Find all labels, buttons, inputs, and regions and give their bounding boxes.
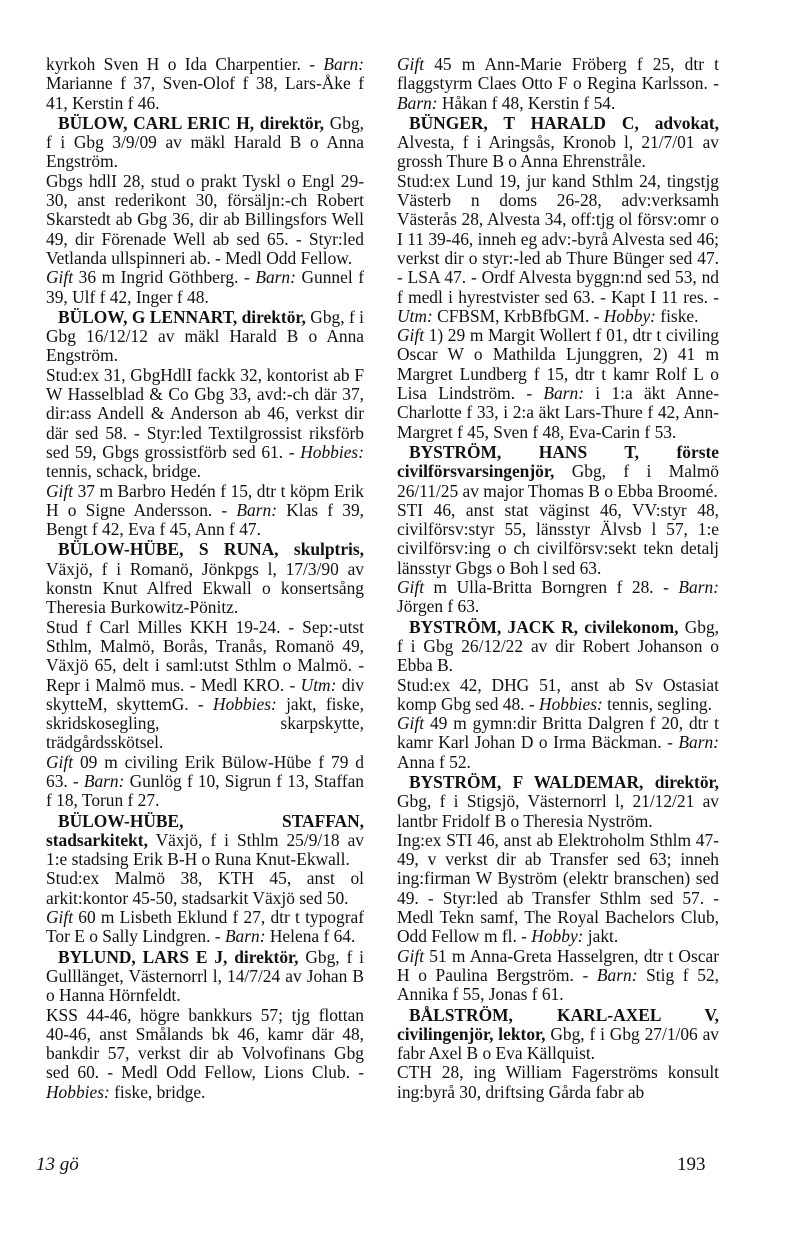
entry-label: Gift — [46, 751, 74, 772]
entry-text: Helena f 64. — [265, 926, 356, 947]
entry-text: Växjö, f i Romanö, Jönkpgs l, 17/3/90 av konstn Knut Alfred Ekwall o konsertsång Theresia Burkowitz-Pönitz. — [46, 558, 364, 618]
biography-entry-paragraph — [46, 908, 364, 947]
entry-name: BÜLOW, G LENNART, direktör, — [58, 306, 306, 327]
entry-text: Gbgs hdlI 28, stud o prakt Tyskl o Engl 29-30, anst rederikont 30, försäljn:-ch Robert Skarstedt ab Gbg 36, dir ab Billingsfors Well 49, dir Förenade Well ab sed 65. - Styr:led Vetlanda ullspinneri ab. - Medl Odd Fellow. — [46, 170, 364, 268]
biography-entry-heading — [46, 540, 364, 617]
entry-text: CTH 28, ing William Fagerströms konsult ing:byrå 30, driftsing Gårda fabr ab — [397, 1062, 719, 1102]
entry-label: Gift — [46, 907, 74, 928]
biography-entry-paragraph — [46, 172, 364, 268]
entry-text: Gbg, f i Gbg 3/9/09 av mäkl Harald B o Anna Engström. — [46, 112, 364, 172]
entry-text: fiske. — [655, 305, 699, 326]
entry-text: Klas f 39, Bengt f 42, Eva f 45, Ann f 47. — [46, 499, 364, 540]
biography-entry-paragraph — [46, 55, 364, 113]
entry-text: kyrkoh Sven H o Ida Charpentier. - — [46, 54, 324, 74]
entry-label: Gift — [397, 945, 425, 966]
entry-text: Stig f 52, Annika f 55, Jonas f 61. — [397, 964, 719, 1005]
entry-name: BYSTRÖM, F WALDEMAR, direktör, — [409, 771, 719, 792]
entry-label: Gift — [397, 325, 425, 346]
entry-text: fiske, bridge. — [109, 1081, 206, 1102]
biography-entry-paragraph — [46, 1006, 364, 1102]
entry-text: 51 m Anna-Greta Hasselgren, dtr t Oscar H o Paulina Bergström. - — [397, 945, 719, 985]
biography-entry-paragraph — [397, 676, 719, 715]
entry-label: Barn: — [224, 926, 266, 947]
entry-text: Stud:ex 42, DHG 51, anst ab Sv Ostasiat komp Gbg sed 48. - — [397, 674, 719, 714]
entry-text: Ing:ex STI 46, anst ab Elektroholm Sthlm 47-49, v verkst dir ab Transfer sed 63; inneh ing:firman W Byström (elektr branschen) sed 49. - Styr:led ab Transfer Sthlm sed 57. - Medl Tekn samf, The Royal Bachelors Club, Odd Fellow m fl. - — [397, 829, 719, 947]
entry-label: Barn: — [543, 383, 584, 404]
entry-text: 37 m Barbro Hedén f 15, dtr t köpm Erik H o Signe Andersson. - — [46, 480, 364, 520]
biography-entry-paragraph — [397, 55, 719, 113]
biography-entry-paragraph — [46, 753, 364, 811]
biography-entry-heading — [46, 308, 364, 366]
entry-text: KSS 44-46, högre bankkurs 57; tjg flottan 40-46, anst Smålands bk 46, kamr där 48, bankdir 57, verkst dir ab Volvofinans Gbg sed 60. - Medl Odd Fellow, Lions Club. - — [46, 1004, 364, 1083]
biography-entry-paragraph — [46, 482, 364, 540]
entry-text: i 1:a äkt Anne-Charlotte f 33, i 2:a äkt Lars-Thure f 42, Ann-Margret f 45, Sven f 48, Eva-Carin f 53. — [397, 383, 719, 442]
entry-label: Gift — [397, 54, 425, 74]
biography-entry-paragraph — [46, 869, 364, 908]
entry-text: Håkan f 48, Kerstin f 54. — [437, 92, 616, 113]
entry-text: 60 m Lisbeth Eklund f 27, dtr t typograf Tor E o Sally Lindgren. - — [46, 907, 364, 947]
entry-label: Gift — [397, 577, 425, 598]
entry-text: Stud:ex 31, GbgHdlI fackk 32, kontorist ab F W Hasselblad & Co Gbg 33, avd:-ch där 37, dir:ass Andell & Anderson ab 46, verkst dir där sed 58. - Styr:led Textilgrossist riksförb sed 59, Gbgs grossistförb sed 61. - — [46, 364, 364, 462]
entry-text: 45 m Ann-Marie Fröberg f 25, dtr t flaggstyrm Claes Otto F o Regina Karlsson. - — [397, 54, 719, 94]
entry-text: div skytteM, skyttemG. - — [46, 674, 364, 714]
entry-name: BÅLSTRÖM, KARL-AXEL V, civilingenjör, lektor, — [397, 1004, 719, 1044]
biography-entry-paragraph — [397, 578, 719, 617]
entry-text: CFBSM, KrbBfbGM. - — [432, 305, 604, 326]
entry-text: 1) 29 m Margit Wollert f 01, dtr t civiling Oscar W o Mathilda Ljunggren, 2) 41 m Margret Lundberg f 15, dtr t kamr Rolf L o Lisa Lindström. - — [397, 325, 719, 404]
entry-label: Hobbies: — [46, 1081, 110, 1102]
entry-label: Utm: — [397, 305, 433, 326]
entry-text: tennis, schack, bridge. — [46, 461, 202, 482]
entry-text: STI 46, anst stat väginst 46, VV:styr 48, civilförsv:styr 55, länsstyr Älvsb l 57, 1:e civilförsv:ing o ch civilförsv:sekt tekn detalj länsstyr Gbgs o Boh l sed 63. — [397, 499, 719, 578]
biography-entry-heading — [46, 114, 364, 172]
entry-text: Gbg, f i Gbg 27/1/06 av fabr Axel B o Eva Källquist. — [397, 1023, 719, 1064]
entry-name: BÜLOW-HÜBE, S RUNA, skulptris, — [58, 539, 364, 560]
entry-text: Alvesta, f i Aringsås, Kronob l, 21/7/01 av grossh Thure B o Anna Ehrenstråle. — [397, 132, 719, 172]
entry-name: BÜLOW, CARL ERIC H, direktör, — [58, 112, 325, 133]
entry-text: Gbg, f i Gbg 26/12/22 av dir Robert Johanson o Ebba B. — [397, 616, 719, 676]
entry-text: Gunnel f 39, Ulf f 42, Inger f 48. — [46, 267, 365, 307]
biography-entry-paragraph — [397, 714, 719, 772]
entry-name: BYSTRÖM, HANS T, förste civilförsvarsingenjör, — [397, 441, 719, 482]
entry-label: Barn: — [678, 577, 719, 598]
entry-label: Hobby: — [531, 926, 584, 947]
biography-entry-paragraph — [397, 1063, 719, 1102]
entry-label: Utm: — [300, 674, 337, 695]
entry-label: Gift — [46, 267, 74, 288]
entry-text: Gbg, f i Gulllänget, Västernorrl l, 14/7/24 av Johan B o Hanna Hörnfeldt. — [46, 946, 364, 1006]
entry-label: Barn: — [236, 499, 277, 520]
entry-label: Gift — [46, 480, 74, 501]
entry-text: tennis, segling. — [602, 693, 712, 714]
entry-name: BÜNGER, T HARALD C, advokat, — [409, 112, 719, 133]
entry-label: Barn: — [255, 267, 296, 288]
biography-entry-heading — [397, 114, 719, 172]
biography-entry-paragraph — [397, 501, 719, 578]
biography-entry-heading — [397, 618, 719, 676]
entry-text: Växjö, f i Sthlm 25/9/18 av 1:e stadsing Erik B-H o Runa Knut-Ekwall. — [46, 829, 364, 870]
entry-label: Hobbies: — [539, 693, 603, 714]
biography-entry-paragraph — [397, 831, 719, 947]
entry-text: Gunlög f 10, Sigrun f 13, Staffan f 18, Torun f 27. — [46, 770, 364, 811]
page-number: 193 — [677, 1154, 706, 1175]
entry-text: 09 m civiling Erik Bülow-Hübe f 79 d 63. - — [46, 751, 364, 791]
entry-label: Barn: — [83, 770, 125, 791]
entry-text: Marianne f 37, Sven-Olof f 38, Lars-Åke f 41, Kerstin f 46. — [46, 73, 364, 113]
biography-entry-heading — [46, 948, 364, 1006]
entry-text: Gbg, f i Malmö 26/11/25 av major Thomas B o Ebba Broomé. — [397, 461, 719, 501]
entry-label: Barn: — [397, 92, 438, 113]
biography-entry-heading — [397, 1006, 719, 1064]
entry-label: Hobbies: — [300, 441, 364, 462]
entry-text: 49 m gymn:dir Britta Dalgren f 20, dtr t kamr Karl Johan D o Irma Bäckman. - — [397, 713, 719, 753]
signature-mark: 13 gö — [36, 1154, 79, 1175]
right-column — [397, 55, 719, 1102]
entry-label: Hobbies: — [213, 693, 277, 714]
entry-label: Barn: — [678, 732, 719, 753]
entry-text: m Ulla-Britta Borngren f 28. - — [424, 577, 679, 598]
entry-label: Gift — [397, 713, 425, 734]
biography-entry-heading — [397, 443, 719, 501]
entry-label: Barn: — [596, 964, 638, 985]
entry-text: Stud f Carl Milles KKH 19-24. - Sep:-utst Sthlm, Malmö, Borås, Tranås, Romanö 49, Växjö 65, delt i saml:utst Sthlm o Malmö. - Repr i Malmö mus. - Medl KRO. - — [46, 616, 364, 695]
entry-name: BYLUND, LARS E J, direktör, — [58, 946, 299, 967]
entry-name: BYSTRÖM, JACK R, civilekonom, — [409, 616, 679, 637]
entry-text: Stud:ex Lund 19, jur kand Sthlm 24, tingstjg Västerb n doms 26-28, adv:verksamh Västerås 28, Alvesta 34, off:tjg ol försv:omr o I 11 39-46, inneh eg adv:-byrå Alvesta sed 46; verkst dir o styr:-led ab Thure Bünger sed 47. - LSA 47. - Ordf Alvesta byggn:nd sed 53, nd f medl i hyrestvister sed 63. - Kapt I 11 res. - — [397, 170, 719, 307]
entry-text: jakt, fiske, skridskosegling, skarpskytte, trädgårdsskötsel. — [46, 693, 364, 753]
entry-text: Stud:ex Malmö 38, KTH 45, anst ol arkit:kontor 45-50, stadsarkit Växjö sed 50. — [46, 868, 364, 908]
biography-entry-paragraph — [46, 366, 364, 482]
entry-text: Gbg, f i Gbg 16/12/12 av mäkl Harald B o Anna Engström. — [46, 306, 365, 366]
entry-name: BÜLOW-HÜBE, STAFFAN, stadsarkitekt, — [46, 810, 364, 850]
entry-label: Hobby: — [603, 305, 656, 326]
entry-text: Gbg, f i Stigsjö, Västernorrl l, 21/12/21 av lantbr Fridolf B o Theresia Nyström. — [397, 791, 719, 831]
biography-entry-paragraph — [46, 268, 364, 307]
biography-entry-heading — [397, 773, 719, 831]
entry-text: Jörgen f 63. — [397, 596, 480, 617]
biography-entry-paragraph — [46, 618, 364, 753]
biography-entry-heading — [46, 812, 364, 870]
entry-label: Barn: — [323, 54, 364, 74]
biography-entry-paragraph — [397, 172, 719, 326]
entry-text: 36 m Ingrid Göthberg. - — [73, 267, 256, 288]
left-column — [46, 55, 364, 1102]
biography-entry-paragraph — [397, 326, 719, 442]
biography-entry-paragraph — [397, 947, 719, 1005]
entry-text: jakt. — [583, 926, 619, 947]
entry-text: Anna f 52. — [397, 751, 471, 772]
